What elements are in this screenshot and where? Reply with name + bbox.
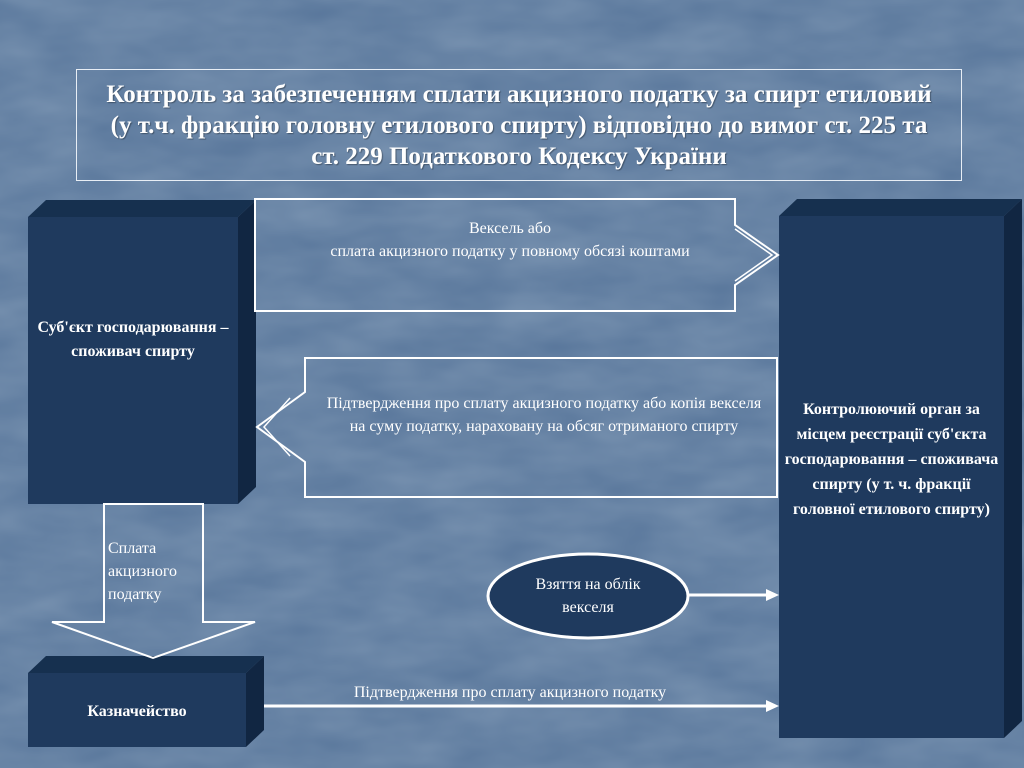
bottom-arrow-label: Підтвердження про сплату акцизного податку — [353, 684, 667, 701]
left-block-top — [28, 200, 256, 217]
page-title: Контроль за забезпеченням сплати акцизного податку за спирт етиловий (у т.ч. фракцію головну етилового спирту) відповідно до вимог ст. 225 та ст. 229 Податкового Кодексу України — [106, 80, 932, 170]
treasury-label: Казначейство — [87, 703, 187, 720]
arrow-down-label: Сплата акцизного податку — [108, 540, 178, 603]
left-block-label: Суб'єкт господарювання – споживач спирту — [37, 319, 229, 360]
arrow-treasury-to-right-head — [766, 700, 779, 712]
right-block-side — [1004, 199, 1022, 738]
arrow-oval-to-right-head — [766, 589, 779, 601]
title-box — [76, 69, 962, 181]
left-block-side — [238, 200, 256, 504]
arrow-right-top-line1: Вексель або — [468, 220, 552, 237]
oval-label: Взяття на облік векселя — [535, 576, 641, 616]
arrow-left-mid-label: Підтвердження про сплату акцизного податку або копія векселя на суму податку, нараховану на обсяг отриманого спирту — [326, 395, 762, 435]
right-block-label: Контролюючий орган за місцем реєстрації суб'єкта господарювання – споживача спирту (у т. ч. фракції головної етилового спирту) — [784, 401, 999, 518]
right-block-top — [779, 199, 1022, 216]
arrow-right-top-line2: сплата акцизного податку у повному обсязі коштами — [330, 243, 690, 260]
arrow-right-top-label — [300, 217, 720, 263]
treasury-block-top — [28, 656, 264, 673]
